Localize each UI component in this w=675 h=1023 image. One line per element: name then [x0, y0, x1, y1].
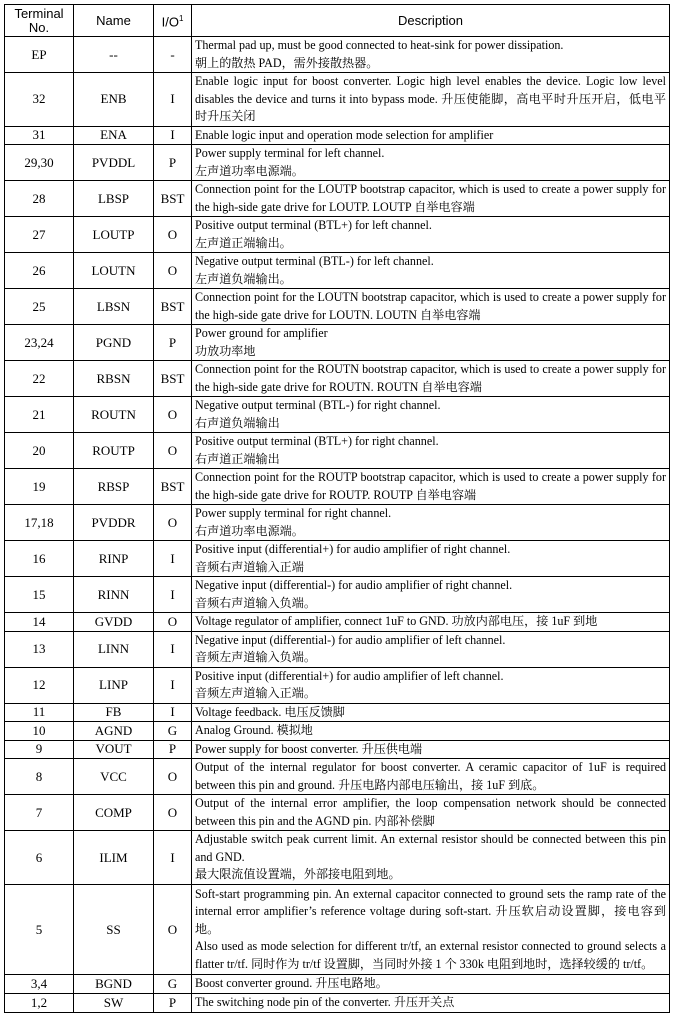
table-row [5, 577, 670, 613]
description-line: Negative output terminal (BTL-) for left channel. [195, 254, 434, 268]
description-line: Connection point for the LOUTP bootstrap capacitor, which is used to create a power supply for the high-side gate drive for LOUTP. LOUTP 自举电容端 [195, 182, 666, 214]
description-line: 最大限流值设置端，外部接电阻到地。 [195, 867, 401, 882]
io-type-cell: O [154, 253, 192, 289]
description-cell [192, 631, 670, 667]
table-row [5, 703, 670, 722]
io-type-cell: I [154, 577, 192, 613]
pin-name-cell: SS [74, 885, 154, 975]
pin-name-cell: GVDD [74, 613, 154, 632]
description-line: Negative input (differential-) for audio amplifier of right channel. [195, 578, 513, 592]
description-cell [192, 217, 670, 253]
description-line: Voltage feedback. 电压反馈脚 [195, 704, 345, 719]
io-type-cell: I [154, 831, 192, 885]
description-line: Power supply terminal for left channel. [195, 146, 385, 160]
terminal-no-cell: 17,18 [5, 505, 74, 541]
description-line: Thermal pad up, must be good connected to heat-sink for power dissipation. [195, 38, 564, 52]
io-type-cell: O [154, 433, 192, 469]
terminal-no-cell: 22 [5, 361, 74, 397]
table-row [5, 217, 670, 253]
terminal-no-cell: 15 [5, 577, 74, 613]
io-type-cell: BST [154, 469, 192, 505]
description-cell [192, 181, 670, 217]
terminal-no-cell: 5 [5, 885, 74, 975]
description-line: 左声道功率电源端。 [195, 163, 304, 178]
header-io: $I/O^1$ [154, 5, 192, 37]
table-body [5, 37, 670, 1013]
table-row [5, 993, 670, 1012]
io-type-cell: I [154, 667, 192, 703]
description-line: Positive input (differential+) for audio amplifier of right channel. [195, 542, 511, 556]
pin-name-cell: LINP [74, 667, 154, 703]
terminal-no-cell: 6 [5, 831, 74, 885]
header-terminal-no: Terminal No. [5, 5, 74, 37]
description-line: Soft-start programming pin. An external capacitor connected to ground sets the ramp rate of the internal error amplifier’s reference voltage during soft-start. 升压软启动设置脚，接电容到地。 [195, 886, 666, 936]
description-line: 音频左声道输入负端。 [195, 650, 316, 664]
pin-name-cell: COMP [74, 795, 154, 831]
pin-name-cell: BGND [74, 975, 154, 994]
table-row [5, 73, 670, 127]
table-row [5, 759, 670, 795]
pin-name-cell: PGND [74, 325, 154, 361]
io-type-cell: G [154, 722, 192, 741]
io-type-cell: G [154, 975, 192, 994]
pin-name-cell: AGND [74, 722, 154, 741]
pin-name-cell: VOUT [74, 740, 154, 759]
description-line: Boost converter ground. 升压电路地。 [195, 976, 388, 990]
description-line: Enable logic input for boost converter. Logic high level enables the device. Logic low level disables the device and turns it into bypass mode. 升压使能脚，高电平时升压开启，低电平时升压关闭 [195, 74, 666, 123]
description-line: 右声道功率电源端。 [195, 523, 304, 538]
io-type-cell: I [154, 73, 192, 127]
terminal-no-cell: 13 [5, 631, 74, 667]
table-row [5, 831, 670, 885]
description-cell [192, 993, 670, 1012]
io-type-cell: O [154, 505, 192, 541]
terminal-no-cell: 31 [5, 126, 74, 145]
terminal-no-cell: 11 [5, 703, 74, 722]
description-cell [192, 885, 670, 975]
description-line: 音频左声道输入正端。 [195, 686, 316, 700]
table-row [5, 433, 670, 469]
io-type-cell: BST [154, 361, 192, 397]
terminal-no-cell: 3,4 [5, 975, 74, 994]
description-cell [192, 795, 670, 831]
description-cell [192, 831, 670, 885]
table-row [5, 37, 670, 73]
pin-name-cell: ENA [74, 126, 154, 145]
description-cell [192, 126, 670, 145]
description-line: Power ground for amplifier [195, 326, 328, 340]
table-row [5, 722, 670, 741]
description-cell [192, 740, 670, 759]
description-cell [192, 253, 670, 289]
io-type-cell: O [154, 217, 192, 253]
io-type-cell: O [154, 795, 192, 831]
description-line: 右声道负端输出 [195, 415, 280, 430]
table-row [5, 631, 670, 667]
io-type-cell: O [154, 397, 192, 433]
table-header-row [5, 5, 670, 37]
terminal-no-cell: 29,30 [5, 145, 74, 181]
table-row [5, 253, 670, 289]
description-cell [192, 667, 670, 703]
description-cell [192, 73, 670, 127]
description-line: 右声道正端输出 [195, 451, 280, 466]
pin-description-table [4, 4, 670, 1013]
description-line: Power supply terminal for right channel. [195, 506, 392, 520]
table-row [5, 795, 670, 831]
header-name: Name [74, 5, 154, 37]
description-cell [192, 433, 670, 469]
table-row [5, 975, 670, 994]
description-line: Also used as mode selection for different tr/tf, an external resistor connected to ground selects a flatter tr/tf. 同时作为 tr/tf 设置脚，当同时外接 1 个 330k 电阻到地时，选择较缓的 tr/tf。 [195, 939, 666, 971]
description-line: Connection point for the ROUTN bootstrap capacitor, which is used to create a power supply for the high-side gate drive for ROUTN. ROUTN 自举电容端 [195, 362, 666, 394]
description-cell [192, 541, 670, 577]
description-cell [192, 703, 670, 722]
pin-name-cell: RINN [74, 577, 154, 613]
terminal-no-cell: 10 [5, 722, 74, 741]
table-row [5, 885, 670, 975]
description-line: Adjustable switch peak current limit. An external resistor should be connected between this pin and GND. [195, 832, 666, 864]
pin-name-cell: FB [74, 703, 154, 722]
description-cell [192, 289, 670, 325]
terminal-no-cell: 16 [5, 541, 74, 577]
io-type-cell: O [154, 613, 192, 632]
table-row [5, 361, 670, 397]
description-cell [192, 577, 670, 613]
pin-name-cell: LINN [74, 631, 154, 667]
terminal-no-cell: 23,24 [5, 325, 74, 361]
table-row [5, 740, 670, 759]
pin-name-cell: -- [74, 37, 154, 73]
io-type-cell: P [154, 740, 192, 759]
description-line: 左声道正端输出。 [195, 235, 292, 250]
pin-name-cell: RINP [74, 541, 154, 577]
description-line: 左声道负端输出。 [195, 271, 292, 286]
io-type-cell: O [154, 885, 192, 975]
terminal-no-cell: 19 [5, 469, 74, 505]
pin-name-cell: ROUTP [74, 433, 154, 469]
description-line: The switching node pin of the converter. 升压开关点 [195, 994, 455, 1009]
description-line: Enable logic input and operation mode selection for amplifier [195, 127, 494, 142]
pin-name-cell: PVDDL [74, 145, 154, 181]
description-line: 音频右声道输入负端。 [195, 595, 316, 610]
description-cell [192, 505, 670, 541]
description-line: Voltage regulator of amplifier, connect 1uF to GND. 功放内部电压，接 1uF 到地 [195, 614, 598, 628]
description-cell [192, 397, 670, 433]
pin-name-cell: RBSP [74, 469, 154, 505]
pin-name-cell: ILIM [74, 831, 154, 885]
terminal-no-cell: 9 [5, 740, 74, 759]
terminal-no-cell: 8 [5, 759, 74, 795]
description-cell [192, 145, 670, 181]
description-cell [192, 722, 670, 741]
pin-name-cell: ENB [74, 73, 154, 127]
terminal-no-cell: 12 [5, 667, 74, 703]
terminal-no-cell: 21 [5, 397, 74, 433]
description-line: Positive output terminal (BTL+) for right channel. [195, 434, 439, 448]
pin-name-cell: LBSN [74, 289, 154, 325]
io-type-cell: P [154, 325, 192, 361]
description-line: 音频右声道输入正端 [195, 559, 304, 574]
description-line: Connection point for the LOUTN bootstrap capacitor, which is used to create a power supply for the high-side gate drive for LOUTN. LOUTN 自举电容端 [195, 290, 666, 322]
terminal-no-cell: 25 [5, 289, 74, 325]
io-type-cell: O [154, 759, 192, 795]
table-row [5, 397, 670, 433]
description-cell [192, 361, 670, 397]
description-line: 朝上的散热 PAD，需外接散热器。 [195, 55, 379, 70]
description-line: Output of the internal error amplifier, the loop compensation network should be connected between this pin and the AGND pin. 内部补偿脚 [195, 796, 666, 828]
pin-name-cell: RBSN [74, 361, 154, 397]
table-row [5, 145, 670, 181]
io-type-cell: P [154, 145, 192, 181]
description-line: Analog Ground. 模拟地 [195, 723, 313, 737]
io-type-cell: - [154, 37, 192, 73]
terminal-no-cell: 14 [5, 613, 74, 632]
io-type-cell: P [154, 993, 192, 1012]
pin-name-cell: PVDDR [74, 505, 154, 541]
description-line: 功放功率地 [195, 343, 256, 358]
io-type-cell: I [154, 126, 192, 145]
description-line: Negative input (differential-) for audio amplifier of left channel. [195, 632, 506, 647]
terminal-no-cell: 32 [5, 73, 74, 127]
table-row [5, 613, 670, 632]
io-type-cell: BST [154, 181, 192, 217]
table-row [5, 126, 670, 145]
pin-name-cell: VCC [74, 759, 154, 795]
terminal-no-cell: 28 [5, 181, 74, 217]
description-cell [192, 325, 670, 361]
terminal-no-cell: 27 [5, 217, 74, 253]
pin-name-cell: SW [74, 993, 154, 1012]
terminal-no-cell: EP [5, 37, 74, 73]
table-row [5, 289, 670, 325]
description-cell [192, 469, 670, 505]
table-row [5, 181, 670, 217]
table-row [5, 469, 670, 505]
table-row [5, 667, 670, 703]
description-line: Negative output terminal (BTL-) for right channel. [195, 398, 441, 412]
terminal-no-cell: 26 [5, 253, 74, 289]
description-line: Power supply for boost converter. 升压供电端 [195, 741, 423, 756]
description-cell [192, 37, 670, 73]
terminal-no-cell: 1,2 [5, 993, 74, 1012]
io-type-cell: I [154, 541, 192, 577]
description-line: Positive output terminal (BTL+) for left channel. [195, 218, 432, 232]
description-cell [192, 759, 670, 795]
pin-name-cell: ROUTN [74, 397, 154, 433]
description-line: Connection point for the ROUTP bootstrap capacitor, which is used to create a power supply for the high-side gate drive for ROUTP. ROUTP 自举电容端 [195, 470, 666, 502]
table-row [5, 505, 670, 541]
terminal-no-cell: 7 [5, 795, 74, 831]
pin-name-cell: LBSP [74, 181, 154, 217]
table-row [5, 325, 670, 361]
description-cell [192, 613, 670, 632]
description-line: Positive input (differential+) for audio amplifier of left channel. [195, 668, 504, 683]
table-row [5, 541, 670, 577]
description-line: Output of the internal regulator for boost converter. A ceramic capacitor of 1uF is required between this pin and ground. 升压电路内部电压输出，接 1uF 到底。 [195, 760, 666, 792]
io-type-cell: I [154, 703, 192, 722]
pin-name-cell: LOUTP [74, 217, 154, 253]
header-description: Description [192, 5, 670, 37]
pin-name-cell: LOUTN [74, 253, 154, 289]
io-type-cell: BST [154, 289, 192, 325]
description-cell [192, 975, 670, 994]
terminal-no-cell: 20 [5, 433, 74, 469]
io-type-cell: I [154, 631, 192, 667]
